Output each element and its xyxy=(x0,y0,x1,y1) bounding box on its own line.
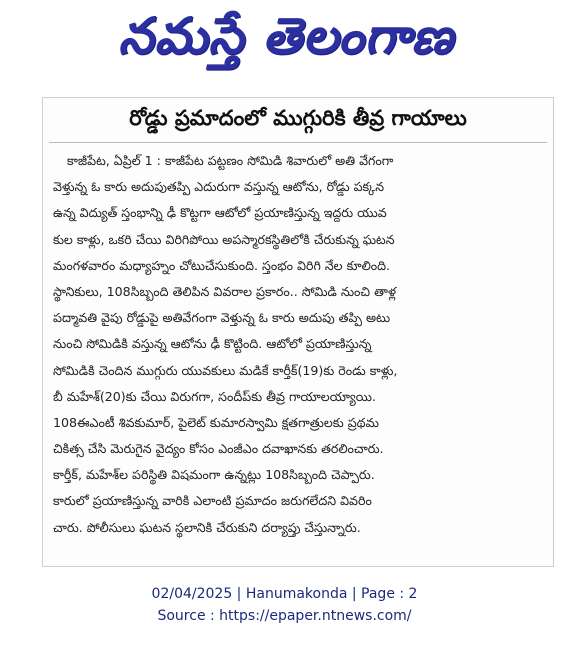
article-line: నుంచి సోమిడికి వస్తున్న ఆటోను ఢీ కొట్టింది. ఆటోలో ప్రయాణిస్తున్న xyxy=(53,336,372,352)
article-headline: రోడ్డు ప్రమాదంలో ముగ్గురికి తీవ్ర గాయాలు xyxy=(129,106,467,130)
article-line: సోమిడికి చెందిన ముగ్గురు యువకులు మడికే కార్తీక్(19)కు రెండు కాళ్లు, xyxy=(53,362,398,378)
adjacent-column-fragment xyxy=(0,98,22,568)
article-line: కారులో ప్రయాణిస్తున్న వారికి ఎలాంటి ప్రమాదం జరుగలేదని వివరిం xyxy=(53,493,372,509)
article-body xyxy=(53,148,543,541)
article-line: కుల కాళ్లు, ఒకరి చేయి విరిగిపోయి అపస్మారకస్థితిలోకి చేరుకున్న ఘటన xyxy=(53,231,395,247)
newspaper-masthead xyxy=(86,6,486,78)
article-line: చారు. పోలీసులు ఘటన స్థలానికి చేరుకుని దర్యాప్తు చేస్తున్నారు. xyxy=(53,519,361,535)
article-line: బీ మహేశ్(20)కు చేయి విరుగగా, సందీప్‌కు తీవ్ర గాయాలయ్యాయి. xyxy=(53,388,376,404)
article-line: స్థానికులు, 108సిబ్బంది తెలిపిన వివరాల ప్రకారం.. సోమిడి నుంచి తాళ్ల xyxy=(53,283,397,299)
news-clipping xyxy=(42,97,554,567)
article-line: మంగళవారం మధ్యాహ్నం చోటుచేసుకుంది. స్తంభం విరిగి నేల కూలింది. xyxy=(53,257,390,273)
footer-dateline: 02/04/2025 | Hanumakonda | Page : 2 xyxy=(151,586,418,602)
masthead-title: నమస్తే తెలంగాణ xyxy=(118,6,454,65)
article-line: ఉన్న విద్యుత్ స్తంభాన్ని ఢీ కొట్టగా ఆటోలో ప్రయాణిస్తున్న ఇద్దరు యువ xyxy=(53,205,387,221)
footer-source: Source : https://epaper.ntnews.com/ xyxy=(157,608,412,624)
article-line: 108ఈఎంటీ శివకుమార్, పైలెట్ కుమారస్వామి క్షతగాత్రులకు ప్రథమ xyxy=(53,414,379,430)
article-line: కార్తీక్, మహేశ్‌ల పరిస్థితి విషమంగా ఉన్నట్లు 108సిబ్బంది చెప్పారు. xyxy=(53,467,375,483)
headline-divider xyxy=(49,142,547,143)
article-line: వెళ్తున్న ఓ కారు అదుపుతప్పి ఎదురుగా వస్తున్న ఆటోను, రోడ్డు పక్కన xyxy=(53,179,385,195)
article-line: పద్మావతి వైపు రోడ్డుపై అతివేగంగా వెళ్తున్న ఓ కారు అదుపు తప్పి అటు xyxy=(53,310,391,326)
article-line: కాజీపేట, ఏప్రిల్ 1 : కాజీపేట పట్టణం సోమిడి శివారులో అతి వేగంగా xyxy=(67,153,394,168)
article-line: చికిత్స చేసి మెరుగైన వైద్యం కోసం ఎంజీఎం దవాఖానకు తరలించారు. xyxy=(53,441,384,457)
